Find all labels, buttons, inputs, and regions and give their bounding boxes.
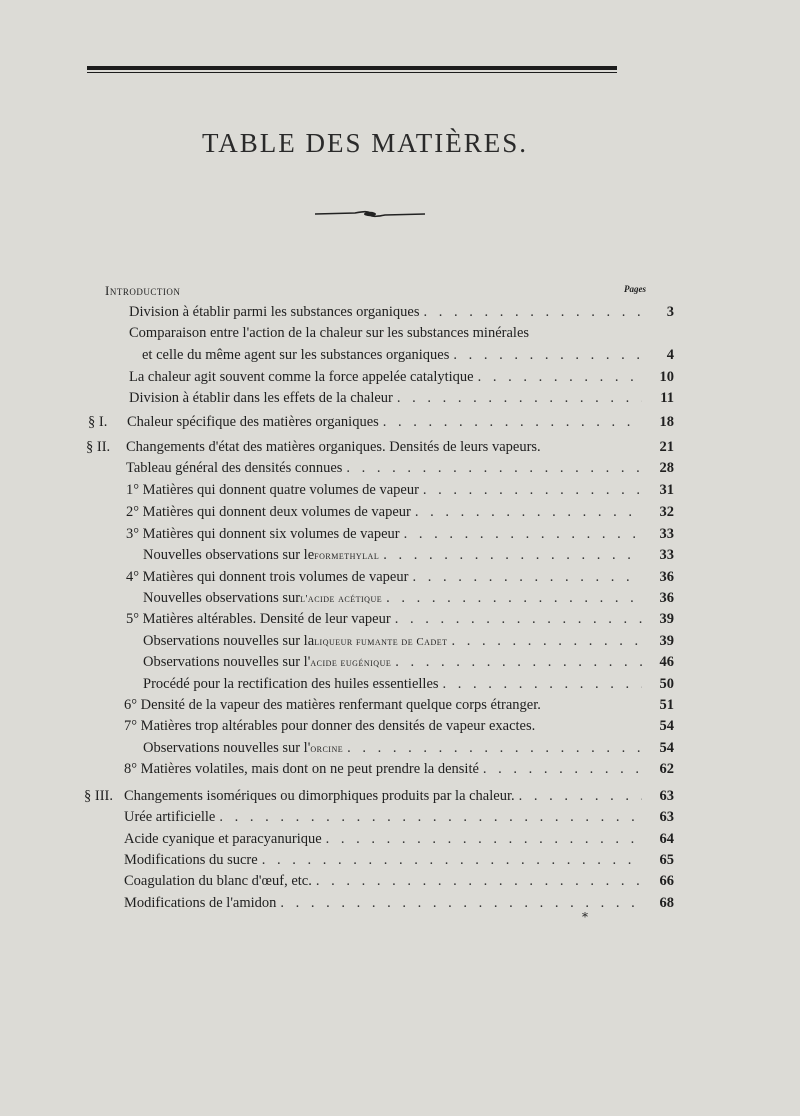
toc-entry-label: Nouvelles observations sur [143, 590, 301, 606]
toc-entry-label: 3° Matières qui donnent six volumes de vapeur [126, 526, 400, 542]
toc-entry [124, 850, 674, 871]
dot-leader [423, 480, 642, 501]
toc-entry [124, 759, 674, 780]
toc-entry [126, 480, 674, 501]
toc-entry-label: Division à établir dans les effets de la chaleur [129, 390, 393, 406]
toc-entry [127, 412, 674, 433]
toc-entry [142, 345, 674, 366]
toc-entry [143, 674, 674, 695]
toc-entry-page: 33 [659, 526, 674, 542]
toc-entry [124, 695, 674, 716]
toc-entry-label: Modifications du sucre [124, 852, 258, 868]
toc-entry-label: et celle du même agent sur les substances organiques [142, 347, 450, 363]
toc-entry [126, 502, 674, 523]
toc-entry-label: 2° Matières qui donnent deux volumes de vapeur [126, 504, 411, 520]
toc-entry [143, 652, 674, 673]
toc-entry [129, 302, 674, 323]
toc-entry-page: 21 [659, 439, 674, 455]
toc-entry-page: 50 [659, 676, 674, 692]
dot-leader [326, 829, 642, 850]
toc-entry-label: Division à établir parmi les substances organiques [129, 304, 420, 320]
toc-entry [129, 388, 674, 409]
signature-mark: * [582, 910, 588, 924]
toc-entry [126, 437, 674, 458]
toc-entry-label: Tableau général des densités connues [126, 460, 343, 476]
toc-entry-label: Nouvelles observations sur le [143, 547, 315, 563]
dot-leader [383, 412, 642, 433]
toc-entry-label: 1° Matières qui donnent quatre volumes de vapeur [126, 482, 419, 498]
dot-leader [346, 458, 642, 479]
toc-entry-label: Acide cyanique et paracyanurique [124, 831, 322, 847]
toc-entry-page: 31 [659, 482, 674, 498]
dot-leader [478, 367, 642, 388]
toc-entry-page: 63 [659, 788, 674, 804]
dot-leader [347, 738, 642, 759]
toc-entry-term: formethylal [314, 550, 380, 562]
toc-entry-label: 5° Matières altérables. Densité de leur vapeur [126, 611, 391, 627]
toc-entry-page: 36 [659, 569, 674, 585]
toc-entry [124, 871, 674, 892]
toc-entry [124, 786, 674, 807]
toc-entry-label: Observations nouvelles sur l' [143, 654, 311, 670]
toc-entry [129, 367, 674, 388]
toc-entry [129, 323, 646, 344]
toc-entry-page: 32 [659, 504, 674, 520]
dot-leader [404, 524, 642, 545]
toc-entry-page: 11 [660, 390, 674, 406]
dot-leader [383, 545, 642, 566]
toc-entry-page: 36 [659, 590, 674, 606]
toc-entry-page: 54 [659, 718, 674, 734]
dot-leader [415, 502, 642, 523]
section-marker-1: § I. [88, 414, 108, 430]
toc-entry [126, 458, 674, 479]
dot-leader [423, 302, 642, 323]
toc-entry-label: La chaleur agit souvent comme la force appelée catalytique [129, 369, 474, 385]
toc-entry [124, 829, 674, 850]
dot-leader [412, 567, 642, 588]
ornament-divider [315, 208, 425, 220]
dot-leader [395, 652, 642, 673]
toc-entry-label: Observations nouvelles sur la [143, 633, 315, 649]
dot-leader [262, 850, 642, 871]
section-marker-2: § II. [86, 439, 111, 455]
toc-entry [126, 567, 674, 588]
dot-leader [453, 345, 642, 366]
toc-entry [143, 738, 674, 759]
header-rule-thin [87, 72, 617, 73]
toc-entry-label: 8° Matières volatiles, mais dont on ne peut prendre la densité [124, 761, 479, 777]
introduction-label: Introduction [105, 283, 181, 298]
toc-entry-term: liqueur fumante de Cadet [314, 636, 448, 648]
toc-entry-page: 46 [659, 654, 674, 670]
toc-entry-page: 33 [659, 547, 674, 563]
toc-entry-label: Comparaison entre l'action de la chaleur sur les substances minérales [129, 325, 530, 341]
toc-entry-label: Modifications de l'amidon [124, 895, 277, 911]
toc-entry-label: Procédé pour la rectification des huiles essentielles [143, 676, 439, 692]
toc-entry-page: 18 [659, 414, 674, 430]
toc-entry-label: Urée artificielle [124, 809, 216, 825]
toc-entry [124, 807, 674, 828]
section-marker-3: § III. [84, 788, 113, 804]
toc-entry-page: 3 [666, 304, 674, 320]
toc-entry-page: 66 [659, 873, 674, 889]
toc-entry [124, 716, 674, 737]
toc-entry-page: 10 [659, 369, 674, 385]
toc-entry [143, 588, 674, 609]
dot-leader [386, 588, 642, 609]
dot-leader [483, 759, 642, 780]
toc-entry-page: 68 [659, 895, 674, 911]
dot-leader [395, 609, 642, 630]
toc-entry-page: 64 [659, 831, 674, 847]
pages-column-header: Pages [624, 284, 646, 294]
toc-entry [126, 609, 674, 630]
dot-leader [519, 786, 642, 807]
toc-entry-page: 62 [659, 761, 674, 777]
dot-leader [316, 871, 642, 892]
toc-entry-term: l'acide acétique [300, 593, 383, 605]
toc-entry-page: 4 [666, 347, 674, 363]
toc-entry-page: 28 [659, 460, 674, 476]
toc-entry-label: Observations nouvelles sur l' [143, 740, 311, 756]
toc-entry-label: 6° Densité de la vapeur des matières renfermant quelque corps étranger. [124, 697, 541, 713]
toc-entry-label: Chaleur spécifique des matières organiques [127, 414, 379, 430]
toc-entry-page: 51 [659, 697, 674, 713]
dot-leader [397, 388, 642, 409]
toc-entry-page: 63 [659, 809, 674, 825]
header-rule-thick [87, 66, 617, 70]
toc-entry-label: 4° Matières qui donnent trois volumes de vapeur [126, 569, 409, 585]
toc-entry-page: 39 [659, 611, 674, 627]
toc-entry-label: Coagulation du blanc d'œuf, etc. [124, 873, 312, 889]
toc-entry-page: 54 [659, 740, 674, 756]
toc-entry [143, 545, 674, 566]
page-title: TABLE DES MATIÈRES. [201, 128, 529, 158]
toc-entry [143, 631, 674, 652]
dot-leader [443, 674, 642, 695]
dot-leader [219, 807, 642, 828]
toc-entry-term: acide eugénique [310, 657, 392, 669]
toc-entry-page: 39 [659, 633, 674, 649]
toc-entry [126, 524, 674, 545]
toc-entry-label: Changements d'état des matières organiques. Densités de leurs vapeurs. [126, 439, 541, 455]
toc-entry-term: orcine [310, 743, 344, 755]
dot-leader [452, 631, 642, 652]
toc-entry-page: 65 [659, 852, 674, 868]
introduction-heading [105, 280, 180, 301]
toc-entry-label: Changements isomériques ou dimorphiques produits par la chaleur. [124, 788, 515, 804]
toc-entry [124, 893, 674, 914]
toc-entry-label: 7° Matières trop altérables pour donner des densités de vapeur exactes. [124, 718, 536, 734]
